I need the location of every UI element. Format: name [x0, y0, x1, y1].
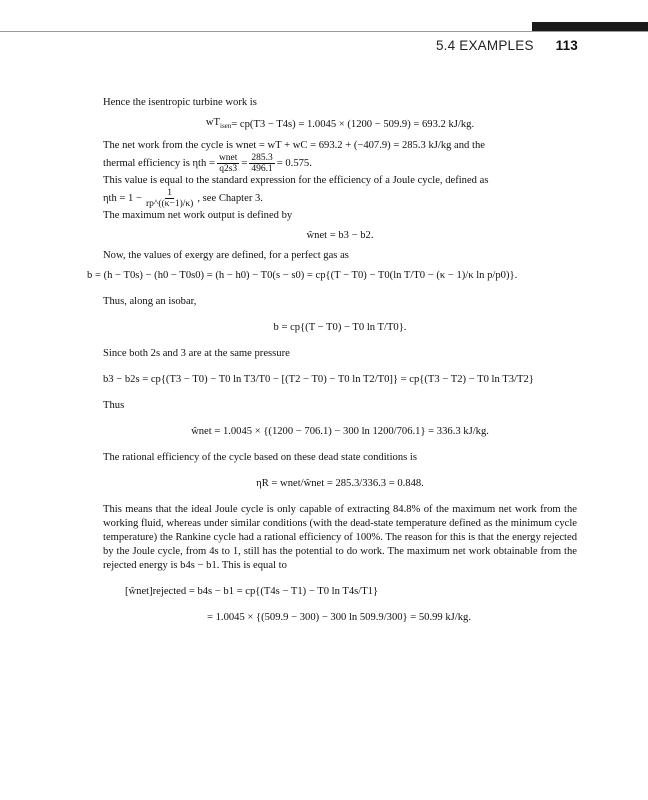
equation-rejected-work-value: = 1.0045 × {(509.9 − 300) − 300 ln 509.9/300} = 50.99 kJ/kg. — [207, 612, 471, 624]
paragraph-11: This means that the ideal Joule cycle is only capable of extracting 84.8% of the maximum net work from the working fluid, whereas under similar conditions (with the dead-state temperature defined as the minimum cycle temperature) the Rankine cycle had a rational efficiency of 100%. The reason for this is that the energy rejected by the Joule cycle, from 4s to 1, still has the potential to do work. The maximum net work obtainable from the rejected energy is b4s − b1. This is equal to — [103, 504, 577, 572]
paragraph-8: Since both 2s and 3 are at the same pressure — [103, 348, 290, 360]
paragraph-1: Hence the isentropic turbine work is — [103, 97, 257, 108]
paragraph-6: Now, the values of exergy are defined, for a perfect gas as — [103, 250, 349, 262]
header-rule — [0, 31, 648, 32]
fraction-values: $\frac{285.3}{496.1}$ — [251, 153, 273, 175]
eq1-lhs: $wT_{isen}$ — [205, 117, 232, 131]
fraction-wnet-q: $\frac{\text{wnet}}{q2s3}$ — [218, 153, 238, 175]
paragraph-9: Thus — [103, 400, 125, 412]
equation-exergy-difference: b3 − b2s = cp{(T3 − T0) − T0 ln T3/T0 − [(T2 − T0) − T0 ln T2/T0]} = cp{(T3 − T2) − T0 ln T3/T2} — [103, 374, 534, 386]
paragraph-10: The rational efficiency of the cycle based on these dead state conditions is — [103, 452, 417, 464]
paragraph-7: Thus, along an isobar, — [103, 296, 197, 308]
equation-rational-efficiency: ηR = wnet/ŵnet = 285.3/336.3 = 0.848. — [256, 478, 424, 490]
equation-thermal-efficiency: thermal efficiency is ηth = $\frac{\text{wnet}}{q2s3}$ = $\frac{285.3}{496.1}$ = 0.575. — [103, 153, 312, 175]
paragraph-5: The maximum net work output is defined by — [103, 210, 293, 222]
page-number: 113 — [555, 38, 578, 53]
equation-turbine-work — [103, 116, 577, 133]
equation-max-net-work-value: ŵnet = 1.0045 × {(1200 − 706.1) − 300 ln 1200/706.1} = 336.3 kJ/kg. — [191, 426, 489, 438]
equation-max-net-work: ŵnet = b3 − b2. — [306, 230, 374, 242]
equation-exergy-isobar: b = cp{(T − T0) − T0 ln T/T0}. — [273, 322, 407, 334]
fraction-joule: $\frac{1}{rp\^{}((\kappa-1)/\kappa)}$ — [145, 188, 194, 210]
equation-joule-efficiency: ηth = 1 − $\frac{1}{rp\^{}((\kappa-1)/\kappa)}$ , see Chapter 3. — [103, 188, 263, 210]
paragraph-3: This value is equal to the standard expression for the efficiency of a Joule cycle, defined as — [103, 175, 489, 187]
running-header — [436, 38, 578, 53]
equation-exergy-general: b = (h − T0s) − (h0 − T0s0) = (h − h0) − T0(s − s0) = cp{(T − T0) − T0(ln T/T0 − (κ − 1)/κ ln p/p0)}. — [87, 270, 518, 282]
paragraph-2: The net work from the cycle is wnet = wT + wC = 693.2 + (−407.9) = 285.3 kJ/kg and the — [103, 140, 485, 152]
equation-rejected-work: [ŵnet]rejected = b4s − b1 = cp{(T4s − T1) − T0 ln T4s/T1} — [125, 586, 379, 598]
eq1-rhs: = cp(T3 − T4s) = 1.0045 × (1200 − 509.9) = 693.2 kJ/kg. — [231, 118, 475, 130]
page-body — [87, 96, 577, 625]
section-title: 5.4 EXAMPLES — [435, 38, 534, 53]
